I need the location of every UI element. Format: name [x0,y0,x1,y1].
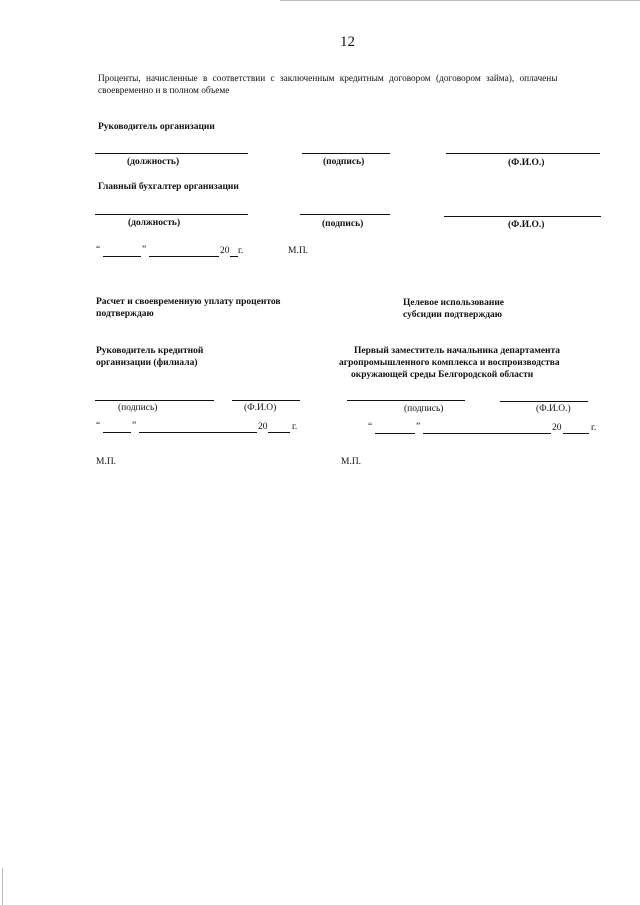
left-stamp-label: М.П. [96,457,117,467]
left-signature-label: (подпись) [118,403,158,413]
left-signature-line [95,400,214,401]
date-month-line [149,256,219,257]
date-open-quote: “ [96,245,101,255]
right-head-line-1: Первый заместитель начальника департамента [354,346,561,356]
org-head-position-line [95,153,248,154]
intro-line-1: Проценты, начисленные в соответствии с заключенным кредитным договором (договором займа), оплачены [98,74,558,84]
org-head-name-line [446,153,600,154]
stamp-label: М.П. [288,246,309,256]
date-year-suffix: г. [238,246,244,256]
date-day-line [103,256,141,257]
right-head-line-3: окружающей среды Белгородской области [351,370,534,380]
accountant-position-line [95,214,248,215]
page-number: 12 [340,34,355,50]
scan-top-line [280,0,640,1]
right-confirm-line-1: Целевое использование [403,298,505,308]
left-date-day-line [103,432,131,433]
left-name-label: (Ф.И.О) [244,403,277,413]
left-date-close-quote: ” [132,421,137,431]
right-stamp-label: М.П. [341,457,362,467]
right-date-year-suffix: г. [591,423,597,433]
right-signature-line [347,400,465,401]
right-signature-label: (подпись) [404,404,444,414]
left-head-line-2: организации (филиала) [96,358,198,368]
right-head-line-2: агропромышленного комплекса и воспроизводства [339,358,560,368]
accountant-name-label: (Ф.И.О.) [508,220,545,230]
left-date-month-line [139,432,257,433]
right-date-close-quote: ” [416,422,421,432]
right-name-line [500,401,588,402]
right-date-open-quote: “ [368,422,373,432]
right-name-label: (Ф.И.О.) [536,404,571,414]
org-head-position-label: (должность) [127,157,180,167]
left-date-open-quote: “ [96,421,101,431]
org-head-name-label: (Ф.И.О.) [508,158,545,168]
intro-line-2: своевременно и в полном объеме [98,86,230,96]
right-date-month-line [423,433,551,434]
left-head-line-1: Руководитель кредитной [96,346,204,356]
right-date-year-line [563,433,589,434]
org-head-signature-line [302,153,390,154]
right-date-year: 20 [552,423,562,433]
org-head-signature-label: (подпись) [323,157,365,167]
left-date-year-line [268,432,290,433]
left-confirm-line-2: подтверждаю [96,309,154,319]
left-date-year: 20 [258,422,268,432]
left-date-year-suffix: г. [292,422,298,432]
accountant-signature-label: (подпись) [322,219,364,229]
date-year: 20 [220,246,230,256]
accountant-name-line [444,216,601,217]
org-head-title: Руководитель организации [98,122,215,132]
chief-accountant-title: Главный бухгалтер организации [98,182,239,192]
left-name-line [232,400,300,401]
left-confirm-line-1: Расчет и своевременную уплату процентов [96,297,281,307]
date-year-line [230,256,238,257]
right-date-day-line [375,433,415,434]
accountant-signature-line [300,214,390,215]
right-confirm-line-2: субсидии подтверждаю [403,310,503,320]
scan-left-edge-mark [2,868,3,905]
date-close-quote: ” [142,245,147,255]
accountant-position-label: (должность) [128,218,181,228]
